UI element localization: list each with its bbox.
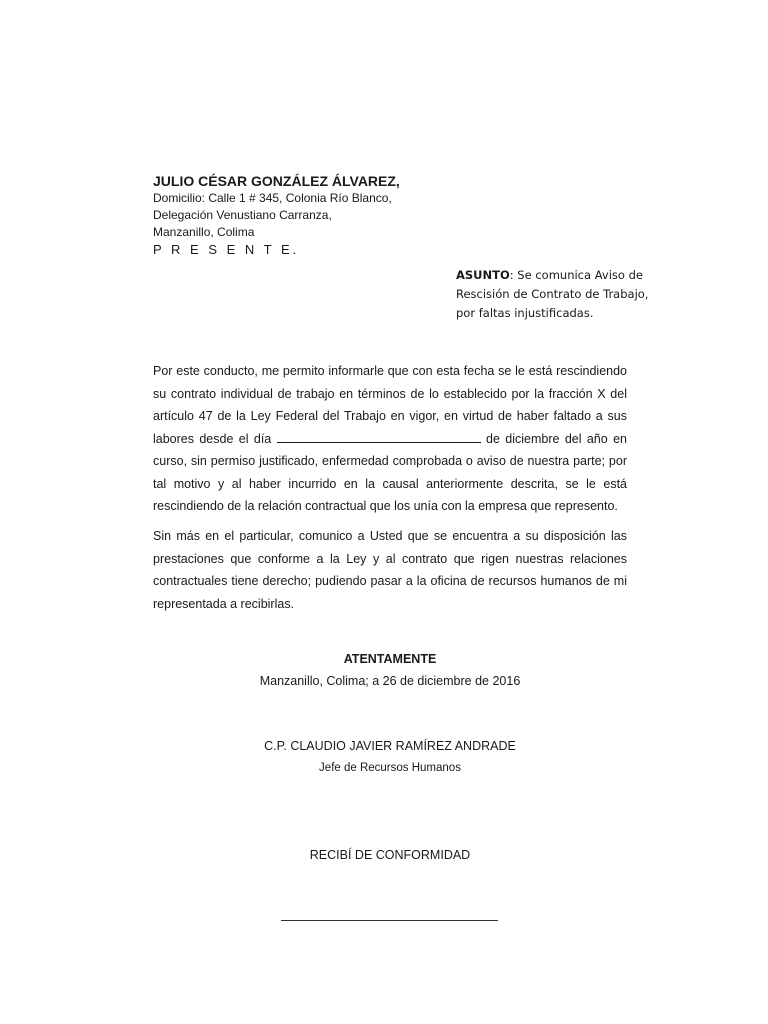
body-paragraph-2: Sin más en el particular, comunico a Usted que se encuentra a su disposición las prestaciones que conforme a la Ley y al contrato que rigen nuestras relaciones contractuales tiene derecho; pudiendo pasar a la oficina de recursos humanos de mi representada a recibirlas. [153,529,627,611]
receipt-label: RECIBÍ DE CONFORMIDAD [309,848,471,862]
closing-salutation: ATENTAMENTE [343,652,437,666]
subject-label: ASUNTO [456,268,510,282]
recipient-address-line-1: Domicilio: Calle 1 # 345, Colonia Río Blanco, [153,191,392,205]
recipient-address-line-3: Manzanillo, Colima [153,225,255,239]
signer-title: Jefe de Recursos Humanos [319,762,461,774]
signer-name: C.P. CLAUDIO JAVIER RAMÍREZ ANDRADE [264,739,516,753]
recipient-name: JULIO CÉSAR GONZÁLEZ ÁLVAREZ, [153,173,400,189]
subject-text: : Se comunica Aviso de Rescisión de Contrato de Trabajo, por faltas injustificadas. [456,268,649,320]
body-paragraph-1 [153,360,627,518]
subject-block [456,266,656,323]
recipient-address-line-2: Delegación Venustiano Carranza, [153,208,332,222]
date-blank-line [277,430,481,443]
place-date: Manzanillo, Colima; a 26 de diciembre de 2016 [259,674,521,688]
recipient-block [153,172,573,258]
body-paragraph-1-start: Por este conducto, me permito informarle que con esta fecha se le está rescindiendo su contrato individual de trabajo en términos de lo establecido por la fracción X del artículo 47 de la Ley Federal del Trabajo en vigor, en virtud de haber faltado a sus labores desde el día [153,364,627,446]
body-paragraph-1-end: de diciembre del año en curso, sin permiso justificado, enfermedad comprobada o aviso de nuestra parte; por tal motivo y al haber incurrido en la causal anteriormente descrita, se le está rescindiendo de la relación contractual que los unía con la empresa que represento. [153,431,627,513]
signature-line [281,920,498,921]
presente-label: P R E S E N T E. [153,242,300,257]
